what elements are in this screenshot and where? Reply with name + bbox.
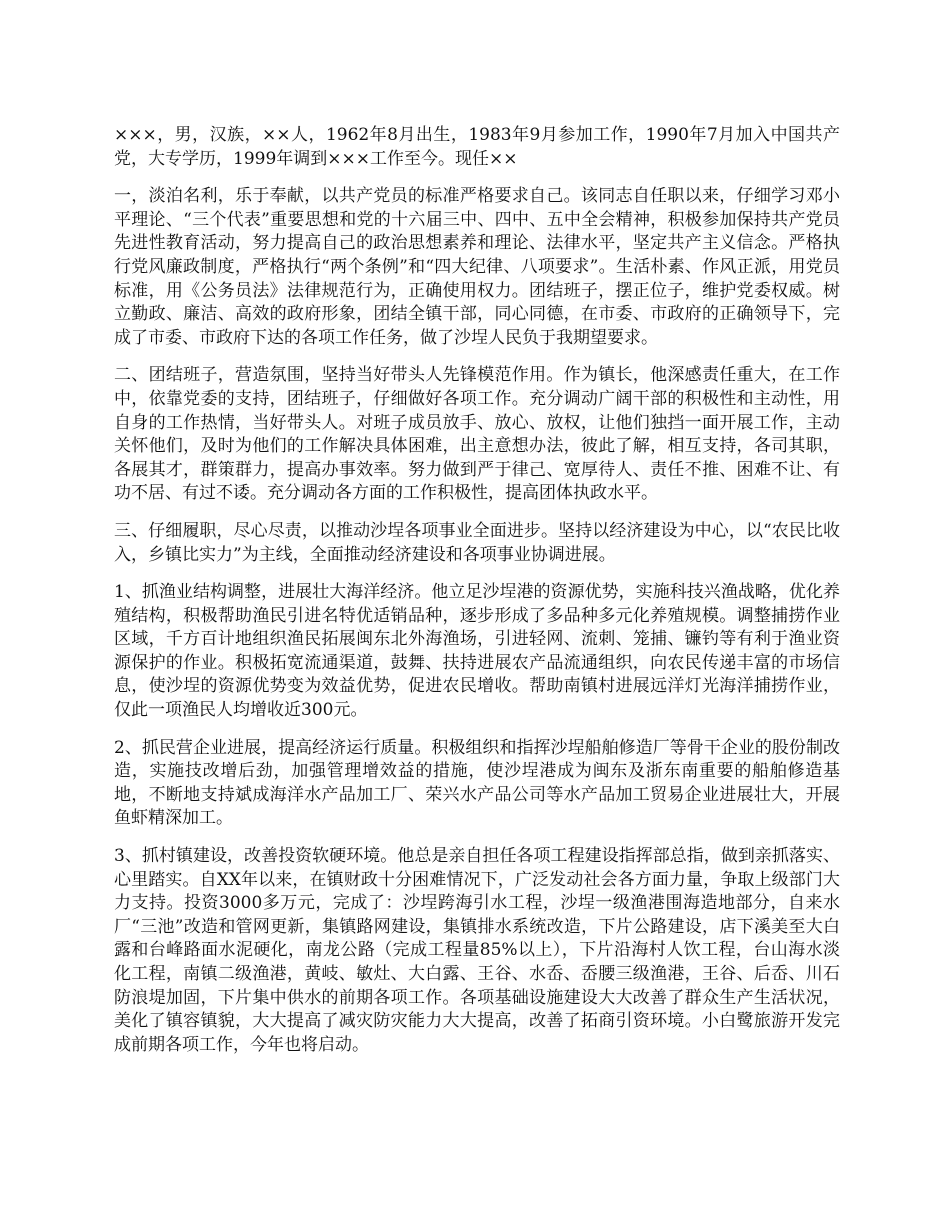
paragraph-intro: ×××，男，汉族，××人，1962年8月出生，1983年9月参加工作，1990年7月加入中国共产党，大专学历，1999年调到×××工作至今。现任×× <box>114 125 840 169</box>
paragraph-item-3: 3、抓村镇建设，改善投资软硬环境。他总是亲自担任各项工程建设指挥部总指，做到亲抓落实、心里踏实。自XX年以来，在镇财政十分困难情况下，广泛发动社会各方面力量，争取上级部门大力支持。投资3000多万元，完成了：沙埕跨海引水工程，沙埕一级渔港围海造地部分，自来水厂“三池”改造和管网更新，集镇路网建设，集镇排水系统改造，下片公路建设，店下溪美至大白露和台峰路面水泥硬化，南龙公路（完成工程量85%以上），下片沿海村人饮工程，台山海水淡化工程，南镇二级渔港，黄岐、敏灶、大白露、王谷、水岙、岙腰三级渔港，王谷、后岙、川石防浪堤加固，下片集中供水的前期各项工作。各项基础设施建设大大改善了群众生产生活状况，美化了镇容镇貌，大大提高了减灾防灾能力大大提高，改善了拓商引资环境。小白鹭旅游开发完成前期各项工作，今年也将启动。 <box>114 846 840 1055</box>
document-body <box>114 124 840 1071</box>
paragraph-section-3: 三、仔细履职，尽心尽责，以推动沙埕各项事业全面进步。坚持以经济建设为中心，以“农民比收入，乡镇比实力”为主线，全面推动经济建设和各项事业协调进展。 <box>114 520 840 565</box>
paragraph-section-2: 二、团结班子，营造氛围，坚持当好带头人先锋模范作用。作为镇长，他深感责任重大，在工作中，依靠党委的支持，团结班子，仔细做好各项工作。充分调动广阔干部的积极性和主动性，用自身的工作热情，当好带头人。对班子成员放手、放心、放权，让他们独挡一面开展工作，主动关怀他们，及时为他们的工作解决具体困难，出主意想办法，彼此了解，相互支持，各司其职，各展其才，群策群力，提高办事效率。努力做到严于律己、宽厚待人、责任不推、困难不让、有功不居、有过不诿。充分调动各方面的工作积极性，提高团体执政水平。 <box>114 365 840 504</box>
paragraph-item-2: 2、抓民营企业进展，提高经济运行质量。积极组织和指挥沙埕船舶修造厂等骨干企业的股份制改造，实施技改增后劲，加强管理增效益的措施，使沙埕港成为闽东及浙东南重要的船舶修造基地，不断地支持斌成海洋水产品加工厂、荣兴水产品公司等水产品加工贸易企业进展壮大，开展鱼虾精深加工。 <box>114 737 840 829</box>
paragraph-item-1: 1、抓渔业结构调整，进展壮大海洋经济。他立足沙埕港的资源优势，实施科技兴渔战略，优化养殖结构，积极帮助渔民引进名特优适销品种，逐步形成了多品种多元化养殖规模。调整捕捞作业区域，千方百计地组织渔民拓展闽东北外海渔场，引进轻网、流刺、笼捕、镰钓等有利于渔业资源保护的作业。积极拓宽流通渠道，鼓舞、扶持进展农产品流通组织，向农民传递丰富的市场信息，使沙埕的资源优势变为效益优势，促进农民增收。帮助南镇村进展远洋灯光海洋捕捞作业，仅此一项渔民人均增收近300元。 <box>114 582 840 721</box>
paragraph-section-1: 一，淡泊名利，乐于奉献，以共产党员的标准严格要求自己。该同志自任职以来，仔细学习邓小平理论、“三个代表”重要思想和党的十六届三中、四中、五中全会精神，积极参加保持共产党员先进性教育活动，努力提高自己的政治思想素养和理论、法律水平，坚定共产主义信念。严格执行党风廉政制度，严格执行“两个条例”和“四大纪律、八项要求”。生活朴素、作风正派，用党员标准，用《公务员法》法律规范行为，正确使用权力。团结班子，摆正位子，维护党委权威。树立勤政、廉洁、高效的政府形象，团结全镇干部，同心同德，在市委、市政府的正确领导下，完成了市委、市政府下达的各项工作任务，做了沙埕人民负于我期望要求。 <box>114 186 840 348</box>
